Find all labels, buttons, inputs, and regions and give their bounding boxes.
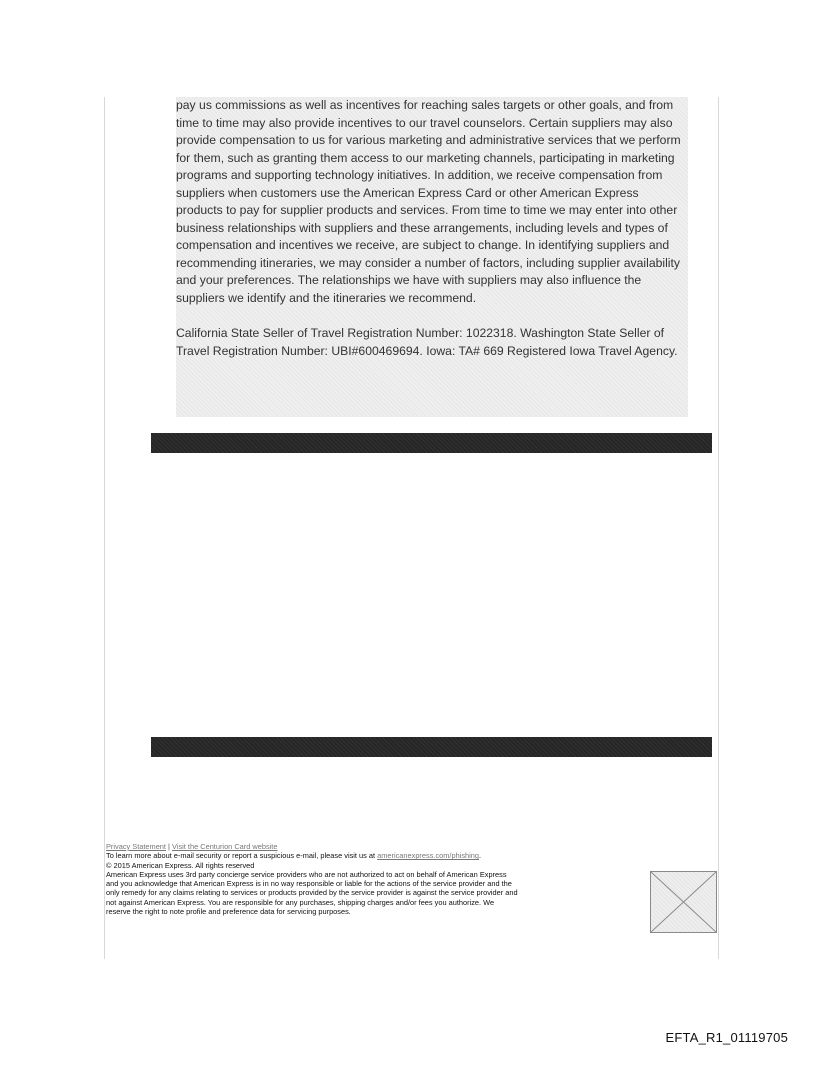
seller-of-travel-registration: California State Seller of Travel Registration Number: 1022318. Washington State Seller of Travel Registration Number: UBI#600469694. Iowa: TA# 669 Registered Iowa Travel Agency.: [176, 326, 678, 358]
email-footer: [106, 842, 651, 916]
link-separator: |: [168, 842, 170, 851]
privacy-statement-link[interactable]: Privacy Statement: [106, 842, 166, 851]
frame-left-border: [104, 97, 105, 959]
security-text-end: .: [479, 851, 482, 861]
disclaimer-line: reserve the right to note profile and preference data for servicing purposes.: [106, 907, 351, 917]
disclosure-paragraph: pay us commissions as well as incentives for reaching sales targets or other goals, and from time to time may also provide incentives to our travel counselors. Certain suppliers may also provide compensation to us for various marketing and administrative services that we perform for them, such as granting them access to our marketing channels, participating in marketing programs and supporting technology initiatives. In addition, we receive compensation from suppliers when customers use the American Express Card or other American Express products to pay for supplier products and services. From time to time we may enter into other business relationships with suppliers and these arrangements, including levels and types of compensation and incentives we receive, are subject to change. In identifying suppliers and recommending itineraries, we may consider a number of factors, including supplier availability and your preferences. The relationships we have with suppliers may also influence the suppliers we identify and the itineraries we recommend.: [176, 98, 681, 305]
copyright-notice: © 2015 American Express. All rights reserved: [106, 860, 255, 870]
disclaimer-line: and you acknowledge that American Express is in no way responsible or liable for the actions of the service provider and the: [106, 879, 512, 889]
phishing-link[interactable]: americanexpress.com/phishing: [377, 851, 479, 861]
dark-divider-bar-top: [151, 433, 712, 453]
centurion-card-website-link[interactable]: Visit the Centurion Card website: [172, 842, 278, 851]
disclaimer-line: only remedy for any claims relating to services or products provided by the service provider is against the service provider and: [106, 888, 518, 898]
security-text: To learn more about e-mail security or report a suspicious e-mail, please visit us at: [106, 851, 376, 861]
disclaimer-line: American Express uses 3rd party concierge service providers who are not authorized to act on behalf of American Express: [106, 869, 507, 879]
supplier-disclosure-box: [176, 97, 688, 417]
dark-divider-bar-bottom: [151, 737, 712, 757]
frame-right-border: [718, 97, 719, 959]
disclaimer-line: not against American Express. You are responsible for any purchases, shipping charges and/or fees you authorize. We: [106, 897, 495, 907]
footer-links-row: [106, 842, 651, 851]
broken-image-placeholder-icon: [650, 871, 717, 933]
document-id-stamp: EFTA_R1_01119705: [665, 1030, 788, 1045]
image-cross-icon: [651, 872, 716, 932]
email-security-notice: [106, 851, 651, 860]
